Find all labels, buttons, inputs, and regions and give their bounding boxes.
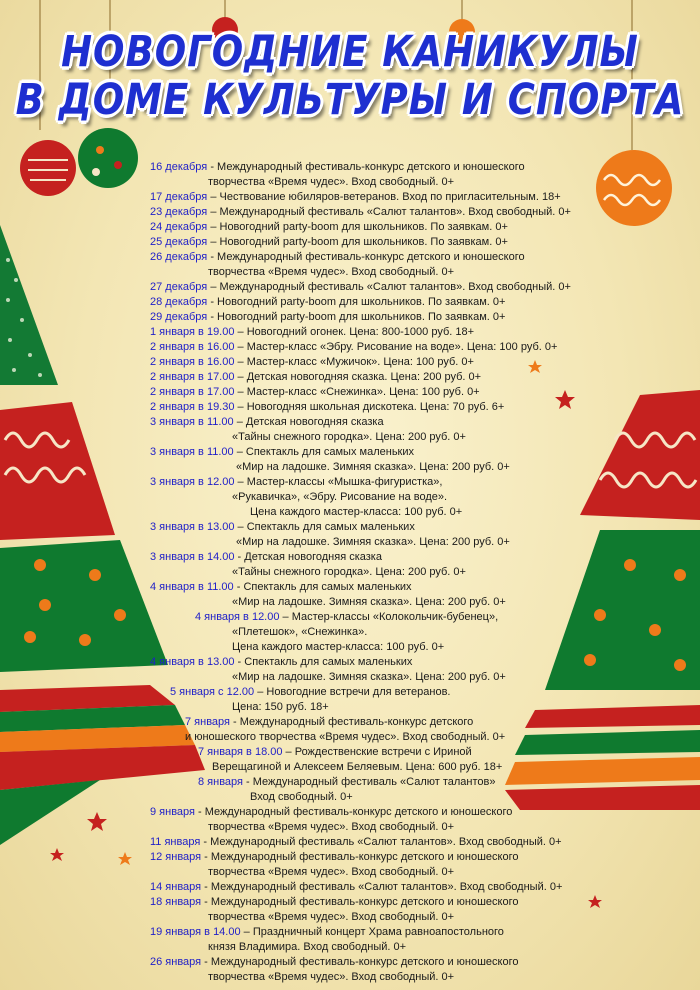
event-date: 5 января с 12.00	[170, 686, 255, 698]
event-continuation-line: творчества «Время чудес». Вход свободный. 0+	[208, 911, 455, 923]
event-item	[150, 895, 518, 925]
event-first-line	[150, 400, 504, 415]
event-date: 4 января в 13.00	[150, 656, 235, 668]
event-date: 7 января	[185, 716, 230, 728]
event-item	[150, 655, 506, 685]
event-description: – Детская новогодняя сказка. Цена: 200 руб. 0+	[234, 371, 482, 383]
event-description: - Международный фестиваль-конкурс детского и юношеского	[207, 161, 525, 173]
event-description: – Новогодние встречи для ветеранов.	[254, 686, 451, 698]
event-first-line	[150, 925, 504, 940]
event-first-line	[150, 190, 561, 205]
event-description: - Международный фестиваль-конкурс детского и юношеского	[207, 251, 525, 263]
event-description: - Международный фестиваль-конкурс детского и юношеского	[201, 896, 519, 908]
event-item	[150, 325, 474, 340]
event-continuation-line: творчества «Время чудес». Вход свободный. 0+	[208, 866, 455, 878]
event-item	[150, 520, 510, 550]
event-continuation-line: «Плетешок», «Снежинка».	[232, 626, 368, 638]
event-date: 29 декабря	[150, 311, 208, 323]
event-date: 2 января в 17.00	[150, 386, 235, 398]
event-item	[198, 745, 502, 775]
event-continuation-line: Верещагиной и Алексеем Беляевым. Цена: 600 руб. 18+	[212, 761, 503, 773]
event-item	[150, 205, 571, 220]
event-first-line	[150, 325, 474, 340]
event-first-line	[150, 850, 518, 865]
event-continuation-line: и юношеского творчества «Время чудес». Вход свободный. 0+	[185, 731, 506, 743]
event-date: 28 декабря	[150, 296, 208, 308]
event-item	[150, 805, 512, 835]
event-continuation-line: «Мир на ладошке. Зимняя сказка». Цена: 200 руб. 0+	[236, 536, 510, 548]
event-description: – Международный фестиваль «Салют талантов». Вход свободный. 0+	[207, 281, 571, 293]
event-first-line	[150, 880, 562, 895]
event-date: 2 января в 16.00	[150, 356, 235, 368]
event-continuation-line: «Тайны снежного городка». Цена: 200 руб. 0+	[232, 431, 466, 443]
event-item	[150, 280, 571, 295]
event-date: 23 декабря	[150, 206, 208, 218]
event-date: 9 января	[150, 806, 195, 818]
event-date: 26 января	[150, 956, 202, 968]
event-item	[150, 310, 505, 325]
event-description: – Спектакль для самых маленьких	[233, 446, 415, 458]
event-item	[150, 580, 506, 610]
event-first-line	[150, 295, 505, 310]
event-description: – Праздничный концерт Храма равноапостольного	[240, 926, 504, 938]
event-date: 2 января в 19.30	[150, 401, 235, 413]
event-item	[150, 235, 508, 250]
event-item	[150, 550, 466, 580]
event-item	[150, 925, 504, 955]
event-date: 19 января в 14.00	[150, 926, 241, 938]
event-first-line	[150, 520, 510, 535]
event-description: – Международный фестиваль «Салют талантов». Вход свободный. 0+	[207, 206, 571, 218]
event-continuation-line: «Тайны снежного городка». Цена: 200 руб. 0+	[232, 566, 466, 578]
event-description: – Мастер-классы «Колокольчик-бубенец»,	[279, 611, 499, 623]
event-description: - Международный фестиваль-конкурс детского и юношеского	[201, 851, 519, 863]
event-continuation-line: Цена: 150 руб. 18+	[232, 701, 329, 713]
event-description: - Международный фестиваль-конкурс детского и юношеского	[195, 806, 513, 818]
event-continuation-line: творчества «Время чудес». Вход свободный. 0+	[208, 821, 455, 833]
event-item	[150, 850, 518, 880]
event-description: – Новогодний party-boom для школьников. По заявкам. 0+	[207, 236, 508, 248]
event-date: 17 декабря	[150, 191, 208, 203]
event-continuation-line: князя Владимира. Вход свободный. 0+	[208, 941, 407, 953]
event-first-line	[150, 235, 508, 250]
event-first-line	[150, 280, 571, 295]
event-continuation-line: «Рукавичка», «Эбру. Рисование на воде».	[232, 491, 448, 503]
event-date: 26 декабря	[150, 251, 208, 263]
event-date: 2 января в 17.00	[150, 371, 235, 383]
event-date: 3 января в 11.00	[150, 446, 234, 458]
event-description: – Новогодняя школьная дискотека. Цена: 70 руб. 6+	[234, 401, 505, 413]
event-date: 16 декабря	[150, 161, 208, 173]
event-first-line	[150, 955, 518, 970]
event-first-line	[150, 160, 525, 175]
event-continuation-line: «Мир на ладошке. Зимняя сказка». Цена: 200 руб. 0+	[232, 671, 506, 683]
event-continuation-line: творчества «Время чудес». Вход свободный. 0+	[208, 176, 455, 188]
event-item	[150, 445, 510, 475]
event-item	[170, 685, 450, 715]
event-continuation-line: творчества «Время чудес». Вход свободный. 0+	[208, 266, 455, 278]
event-first-line	[150, 205, 571, 220]
event-first-line	[150, 895, 518, 910]
event-description: - Спектакль для самых маленьких	[233, 581, 412, 593]
event-date: 3 января в 13.00	[150, 521, 235, 533]
event-first-line	[150, 310, 505, 325]
event-item	[150, 955, 518, 985]
event-first-line	[150, 355, 474, 370]
event-continuation-line: «Мир на ладошке. Зимняя сказка». Цена: 200 руб. 0+	[236, 461, 510, 473]
event-description: - Спектакль для самых маленьких	[234, 656, 413, 668]
event-continuation-line: Цена каждого мастер-класса: 100 руб. 0+	[250, 506, 463, 518]
event-item	[150, 160, 525, 190]
event-date: 25 декабря	[150, 236, 208, 248]
event-description: - Международный фестиваль-конкурс детского и юношеского	[201, 956, 519, 968]
event-item	[150, 385, 480, 400]
event-date: 3 января в 12.00	[150, 476, 235, 488]
event-first-line	[150, 550, 466, 565]
event-continuation-line: творчества «Время чудес». Вход свободный. 0+	[208, 971, 455, 983]
event-description: – Новогодний огонек. Цена: 800-1000 руб. 18+	[234, 326, 475, 338]
event-item	[150, 220, 508, 235]
event-date: 24 декабря	[150, 221, 208, 233]
event-first-line	[150, 805, 512, 820]
event-description: - Новогодний party-boom для школьников. По заявкам. 0+	[207, 311, 506, 323]
event-first-line	[150, 580, 506, 595]
event-first-line	[150, 385, 480, 400]
event-item	[150, 295, 505, 310]
event-item	[150, 880, 562, 895]
event-date: 4 января в 12.00	[195, 611, 280, 623]
event-first-line	[150, 370, 481, 385]
event-description: – Мастер-классы «Мышка-фигуристка»,	[234, 476, 443, 488]
event-first-line	[150, 475, 462, 490]
event-item	[185, 715, 505, 745]
event-item	[198, 775, 495, 805]
event-item	[150, 835, 562, 850]
event-date: 2 января в 16.00	[150, 341, 235, 353]
event-description: – Детская новогодняя сказка	[233, 416, 384, 428]
event-date: 1 января в 19.00	[150, 326, 235, 338]
event-date: 4 января в 11.00	[150, 581, 234, 593]
event-first-line	[150, 340, 557, 355]
event-first-line	[198, 745, 502, 760]
event-first-line	[150, 835, 562, 850]
event-first-line	[170, 685, 450, 700]
event-description: - Международный фестиваль «Салют талантов». Вход свободный. 0+	[200, 836, 562, 848]
event-date: 11 января	[150, 836, 201, 848]
event-description: – Рождественские встречи с Ириной	[282, 746, 472, 758]
event-description: – Мастер-класс «Эбру. Рисование на воде». Цена: 100 руб. 0+	[234, 341, 558, 353]
event-description: - Международный фестиваль «Салют талантов». Вход свободный. 0+	[201, 881, 563, 893]
event-first-line	[185, 715, 505, 730]
event-continuation-line: Цена каждого мастер-класса: 100 руб. 0+	[232, 641, 445, 653]
poster-title-line-2: В ДОМЕ КУЛЬТУРЫ И СПОРТА	[15, 74, 685, 125]
event-first-line	[150, 250, 525, 265]
event-description: – Новогодний party-boom для школьников. По заявкам. 0+	[207, 221, 508, 233]
event-date: 12 января	[150, 851, 202, 863]
event-date: 27 декабря	[150, 281, 208, 293]
event-date: 7 января в 18.00	[198, 746, 283, 758]
event-first-line	[198, 775, 495, 790]
event-item	[150, 415, 466, 445]
event-first-line	[150, 655, 506, 670]
event-item	[150, 355, 474, 370]
event-description: - Детская новогодняя сказка	[234, 551, 382, 563]
event-item	[150, 370, 481, 385]
event-item	[195, 610, 498, 655]
event-description: - Новогодний party-boom для школьников. По заявкам. 0+	[207, 296, 506, 308]
event-item	[150, 190, 561, 205]
event-item	[150, 475, 462, 520]
event-date: 3 января в 14.00	[150, 551, 235, 563]
event-item	[150, 400, 504, 415]
event-date: 3 января в 11.00	[150, 416, 234, 428]
poster-title-line-1: НОВОГОДНИЕ КАНИКУЛЫ	[61, 26, 639, 77]
event-date: 8 января	[198, 776, 243, 788]
event-first-line	[195, 610, 498, 625]
event-first-line	[150, 445, 510, 460]
event-description: - Международный фестиваль-конкурс детского	[230, 716, 474, 728]
event-description: – Чествование юбиляров-ветеранов. Вход по пригласительным. 18+	[207, 191, 561, 203]
event-date: 18 января	[150, 896, 202, 908]
event-continuation-line: «Мир на ладошке. Зимняя сказка». Цена: 200 руб. 0+	[232, 596, 506, 608]
event-description: - Международный фестиваль «Салют талантов»	[243, 776, 496, 788]
event-continuation-line: Вход свободный. 0+	[250, 791, 353, 803]
event-item	[150, 250, 525, 280]
event-item	[150, 340, 557, 355]
event-first-line	[150, 220, 508, 235]
event-description: – Спектакль для самых маленьких	[234, 521, 415, 533]
event-first-line	[150, 415, 466, 430]
event-description: – Мастер-класс «Мужичок». Цена: 100 руб. 0+	[234, 356, 474, 368]
event-date: 14 января	[150, 881, 202, 893]
event-description: – Мастер-класс «Снежинка». Цена: 100 руб. 0+	[234, 386, 480, 398]
